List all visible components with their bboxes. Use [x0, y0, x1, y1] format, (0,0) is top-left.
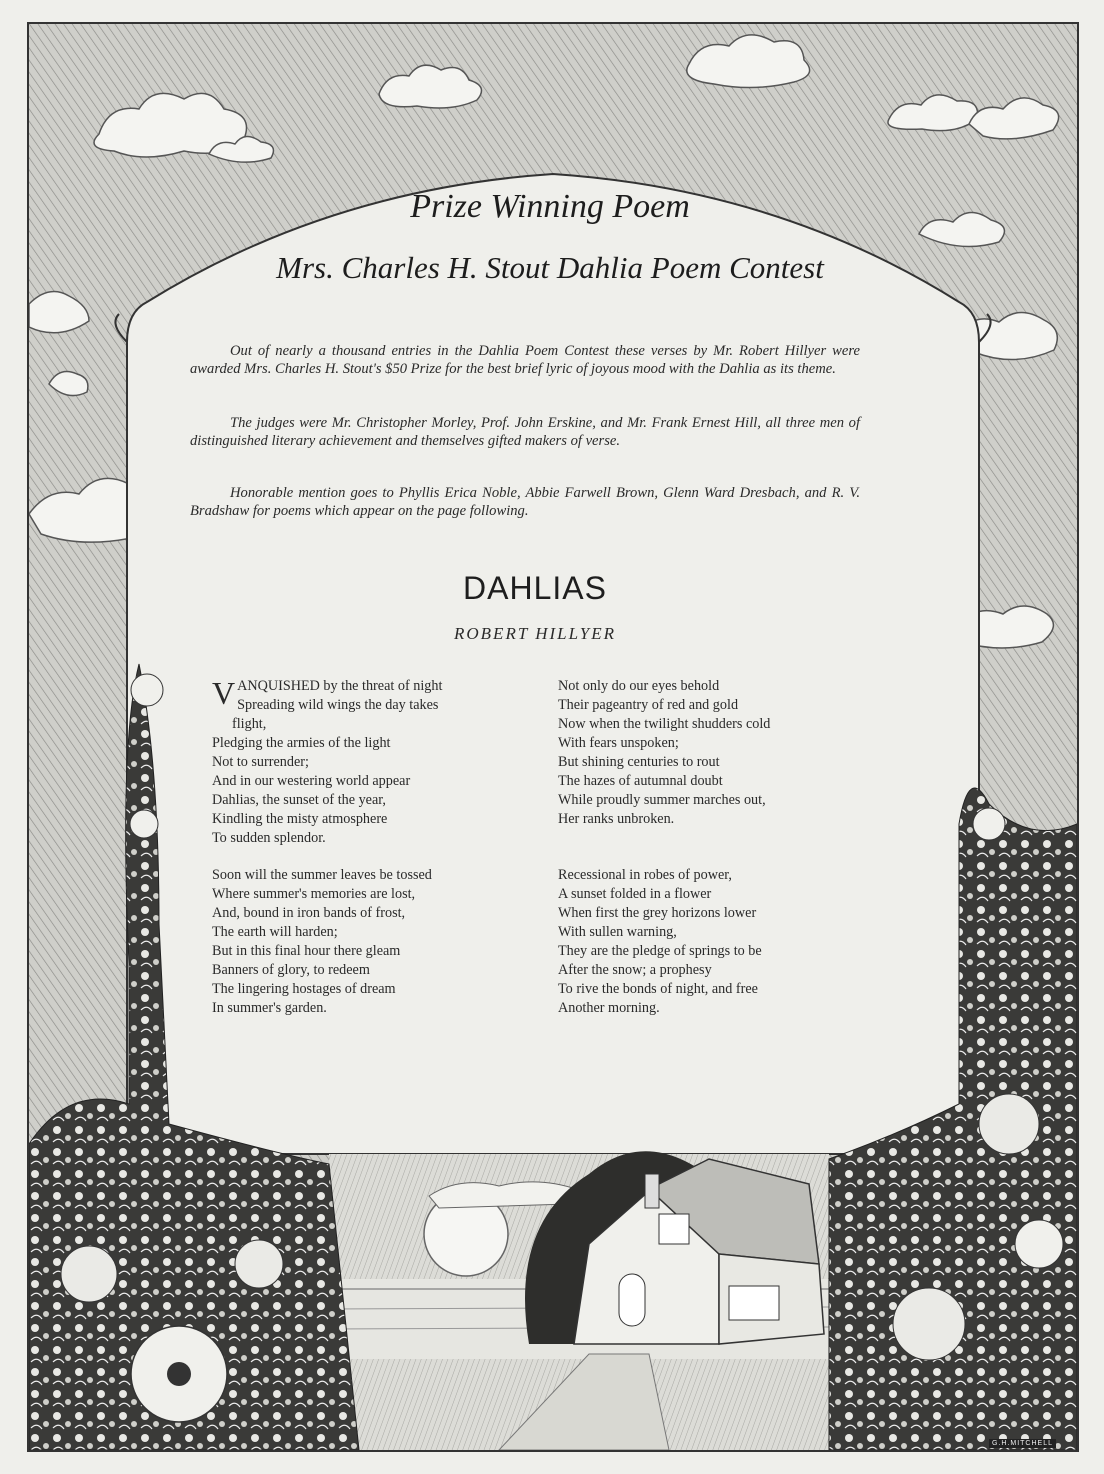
poem-line: Now when the twilight shudders cold: [558, 716, 771, 732]
poem-line: When first the grey horizons lower: [558, 905, 757, 921]
poem-line: Her ranks unbroken.: [558, 811, 675, 827]
poem-line: Recessional in robes of power,: [558, 867, 732, 883]
poem-line: With sullen warning,: [558, 924, 677, 940]
intro-paragraph-2: The judges were Mr. Christopher Morley, Prof. John Erskine, and Mr. Frank Ernest Hill, all three men of distinguished literary achievement and themselves gifted makers of verse.: [190, 415, 860, 449]
poem-line: Soon will the summer leaves be tossed: [212, 867, 432, 883]
poem-line: But shining centuries to rout: [558, 754, 720, 770]
poem-line: But in this final hour there gleam: [212, 943, 401, 959]
poem-line: And in our westering world appear: [212, 773, 411, 789]
poem-line: Their pageantry of red and gold: [558, 697, 739, 713]
poem-line: Where summer's memories are lost,: [212, 886, 416, 902]
stanza-4: [558, 866, 762, 1018]
intro-paragraph-1: Out of nearly a thousand entries in the Dahlia Poem Contest these verses by Mr. Robert Hillyer were awarded Mrs. Charles H. Stout's $50 Prize for the best brief lyric of joyous mood with the Dahlia as its theme.: [190, 343, 860, 377]
poem-line: To sudden splendor.: [212, 830, 326, 846]
poem-line: Dahlias, the sunset of the year,: [212, 792, 386, 808]
poem-line: With fears unspoken;: [558, 735, 679, 751]
poem-line: And, bound in iron bands of frost,: [212, 905, 406, 921]
poem-line: The hazes of autumnal doubt: [558, 773, 723, 789]
drop-cap: V: [212, 675, 236, 711]
poem-line: Banners of glory, to redeem: [212, 962, 370, 978]
poem-line: Not to surrender;: [212, 754, 309, 770]
poem-line: After the snow; a prophesy: [558, 962, 712, 978]
poem-line: Spreading wild wings the day takes: [237, 697, 439, 713]
poem-title: DAHLIAS: [463, 570, 607, 606]
poem-line: While proudly summer marches out,: [558, 792, 766, 808]
poem-line: To rive the bonds of night, and free: [558, 981, 758, 997]
page-subtitle: Mrs. Charles H. Stout Dahlia Poem Contest: [276, 250, 824, 285]
poem-line: flight,: [232, 716, 267, 732]
poem-author: ROBERT HILLYER: [454, 624, 616, 643]
stanza-3: [212, 866, 432, 1018]
poem-line: Another morning.: [558, 1000, 660, 1016]
poem-line: Kindling the misty atmosphere: [212, 811, 388, 827]
poem-line: The lingering hostages of dream: [212, 981, 396, 997]
artist-signature: G.H.MITCHELL: [989, 1439, 1056, 1448]
poem-line: ANQUISHED by the threat of night: [237, 678, 443, 694]
intro-paragraph-3: Honorable mention goes to Phyllis Erica Noble, Abbie Farwell Brown, Glenn Ward Dresbach, and R. V. Bradshaw for poems which appear on the page following.: [190, 485, 860, 519]
poem-line: Pledging the armies of the light: [212, 735, 391, 751]
poem-line: Not only do our eyes behold: [558, 678, 720, 694]
page-title: Prize Winning Poem: [410, 188, 690, 225]
stanza-1: [212, 677, 442, 848]
poem-line: A sunset folded in a flower: [558, 886, 712, 902]
poem-line: The earth will harden;: [212, 924, 338, 940]
poem-line: They are the pledge of springs to be: [558, 943, 762, 959]
stanza-2: [558, 677, 770, 829]
poem-line: In summer's garden.: [212, 1000, 327, 1016]
